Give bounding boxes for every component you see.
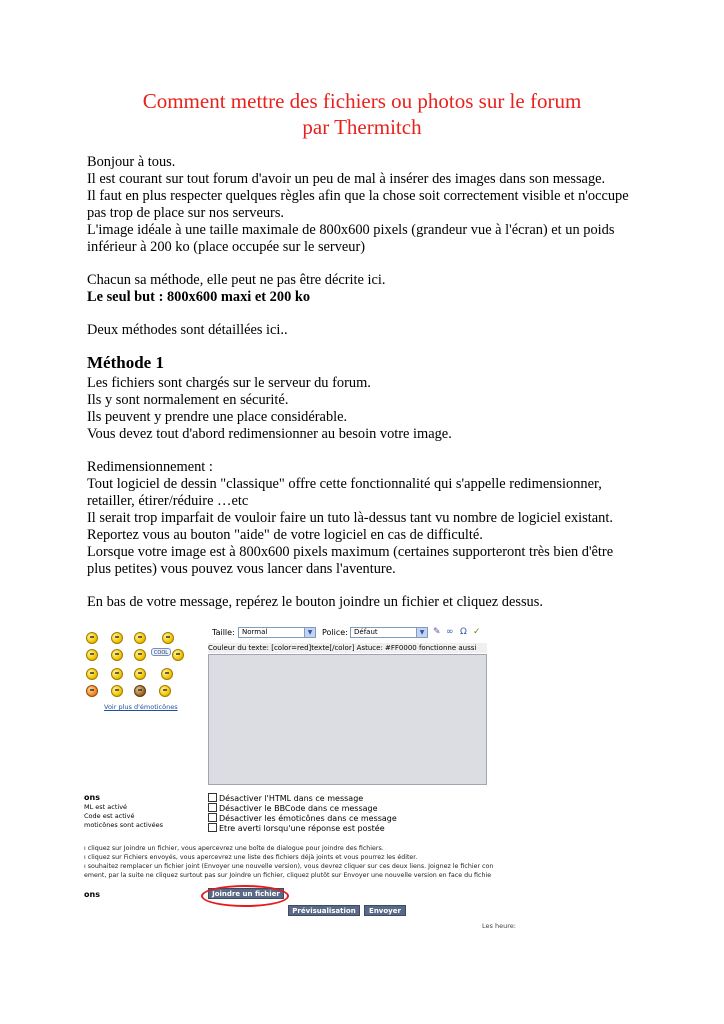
surprised-icon[interactable] xyxy=(111,632,123,644)
message-textarea[interactable] xyxy=(208,654,487,785)
preview-button[interactable]: Prévisualisation xyxy=(288,905,360,916)
checkbox-label: Désactiver les émoticônes dans ce message xyxy=(219,814,397,823)
options-heading: ons xyxy=(84,793,100,802)
method1-heading: Méthode 1 xyxy=(87,353,164,372)
spellcheck-icon[interactable]: ✓ xyxy=(473,627,481,637)
method-line: Chacun sa méthode, elle peut ne pas être décrite ici. xyxy=(87,272,386,288)
goal-line: Le seul but : 800x600 maxi et 200 ko xyxy=(87,289,311,305)
resize-line: Reportez vous au bouton "aide" de votre logiciel en cas de difficulté. xyxy=(87,527,483,543)
method1-paragraph xyxy=(87,375,647,443)
intro-line: Bonjour à tous. xyxy=(87,154,176,170)
size-label: Taille: xyxy=(212,628,235,637)
disable-html-checkbox[interactable] xyxy=(208,793,363,803)
cool-badge-icon[interactable] xyxy=(151,648,171,656)
notify-reply-checkbox[interactable] xyxy=(208,823,385,833)
intro-line: L'image idéale à une taille maximale de 800x600 pixels (grandeur vue à l'écran) et un poids xyxy=(87,222,615,238)
resize-line: retailler, étirer/réduire …etc xyxy=(87,493,249,509)
title-line-2: par Thermitch xyxy=(302,115,422,139)
chevron-down-icon: ▼ xyxy=(416,628,427,637)
checkbox-label: Désactiver le BBCode dans ce message xyxy=(219,804,378,813)
laugh-icon[interactable] xyxy=(172,649,184,661)
document-title xyxy=(0,88,724,140)
method1-line: Ils y sont normalement en sécurité. xyxy=(87,392,289,408)
resize-line: Tout logiciel de dessin "classique" offre cette fonctionnalité qui s'appelle redimensionner, xyxy=(87,476,602,492)
html-status: ML est activé xyxy=(84,803,128,811)
sad-icon[interactable] xyxy=(134,649,146,661)
idea-icon[interactable] xyxy=(159,685,171,697)
confused-icon[interactable] xyxy=(162,632,174,644)
devil-icon[interactable] xyxy=(134,685,146,697)
intro-line: Il est courant sur tout forum d'avoir un peu de mal à insérer des images dans son message. xyxy=(87,171,606,187)
bottom-line: En bas de votre message, repérez le bouton joindre un fichier et cliquez dessus. xyxy=(87,594,543,610)
size-value: Normal xyxy=(242,628,268,636)
method-paragraph xyxy=(87,272,647,306)
method1-line: Ils peuvent y prendre une place considérable. xyxy=(87,409,348,425)
bottom-paragraph xyxy=(87,594,647,611)
size-select[interactable] xyxy=(238,627,316,638)
link-icon[interactable]: ∞ xyxy=(446,627,454,637)
intro-line: pas trop de place sur nos serveurs. xyxy=(87,205,285,221)
two-methods-line xyxy=(87,322,647,339)
smile-icon[interactable] xyxy=(86,632,98,644)
forum-screenshot xyxy=(84,622,524,932)
font-select[interactable] xyxy=(350,627,428,638)
help-line: ement, par la suite ne cliquez surtout pas sur Joindre un fichier, cliquez plutôt sur Envoyer une nouvelle version en face du fichie xyxy=(84,872,492,879)
send-button[interactable]: Envoyer xyxy=(364,905,406,916)
grin-icon[interactable] xyxy=(86,649,98,661)
resize-paragraph xyxy=(87,459,647,578)
blush-icon[interactable] xyxy=(134,668,146,680)
two-methods-text: Deux méthodes sont détaillées ici.. xyxy=(87,322,288,338)
disable-emoticons-checkbox[interactable] xyxy=(208,813,397,823)
resize-line: Redimensionnement : xyxy=(87,459,213,475)
more-emoticons-link[interactable]: Voir plus d'émoticônes xyxy=(104,703,178,711)
time-label: Les heure: xyxy=(482,922,516,930)
cry-icon[interactable] xyxy=(111,685,123,697)
shocked-icon[interactable] xyxy=(134,632,146,644)
resize-line: plus petites) vous pouvez vous lancer dans l'aventure. xyxy=(87,561,396,577)
color-picker-icon[interactable]: ✎ xyxy=(433,627,441,637)
color-hint: Couleur du texte: [color=red]texte[/color] Astuce: #FF0000 fonctionne aussi xyxy=(208,643,487,653)
intro-line: inférieur à 200 ko (place occupée sur le serveur) xyxy=(87,239,366,255)
special-chars-icon[interactable]: Ω xyxy=(460,627,467,637)
intro-paragraph xyxy=(87,154,647,256)
help-line: ı souhaitez remplacer un fichier joint (Envoyer une nouvelle version), vous devrez cliquer sur ces deux liens. Joignez le fichier con xyxy=(84,863,494,870)
chevron-down-icon: ▼ xyxy=(304,628,315,637)
checkbox-label: Etre averti lorsqu'une réponse est postée xyxy=(219,824,385,833)
disable-bbcode-checkbox[interactable] xyxy=(208,803,378,813)
attach-heading: ons xyxy=(84,890,100,899)
method1-line: Vous devez tout d'abord redimensionner au besoin votre image. xyxy=(87,426,452,442)
emoticons-status: moticônes sont activées xyxy=(84,821,164,829)
wink-icon[interactable] xyxy=(86,668,98,680)
help-line: ı cliquez sur Fichiers envoyés, vous apercevrez une liste des fichiers déjà joints et vous pourrez les éditer. xyxy=(84,854,418,861)
bbcode-status: Code est activé xyxy=(84,812,135,820)
attach-file-button[interactable]: Joindre un fichier xyxy=(208,888,284,899)
title-line-1: Comment mettre des fichiers ou photos sur le forum xyxy=(142,89,582,113)
help-line: ı cliquez sur Joindre un fichier, vous apercevrez une boîte de dialogue pour joindre des fichiers. xyxy=(84,845,384,852)
intro-line: Il faut en plus respecter quelques règles afin que la chose soit correctement visible et n'occupe xyxy=(87,188,629,204)
checkbox-label: Désactiver l'HTML dans ce message xyxy=(219,794,364,803)
highlight-circle xyxy=(201,885,289,907)
neutral-icon[interactable] xyxy=(161,668,173,680)
resize-line: Lorsque votre image est à 800x600 pixels maximum (certaines supporteront très bien d'être xyxy=(87,544,614,560)
method1-line: Les fichiers sont chargés sur le serveur du forum. xyxy=(87,375,371,391)
tongue-icon[interactable] xyxy=(111,668,123,680)
font-label: Police: xyxy=(322,628,348,637)
font-value: Défaut xyxy=(354,628,378,636)
cool-label: COOL xyxy=(153,650,169,656)
resize-line: Il serait trop imparfait de vouloir faire un tuto là-dessus tant vu nombre de logiciel existant. xyxy=(87,510,613,526)
angry-icon[interactable] xyxy=(86,685,98,697)
happy-icon[interactable] xyxy=(111,649,123,661)
